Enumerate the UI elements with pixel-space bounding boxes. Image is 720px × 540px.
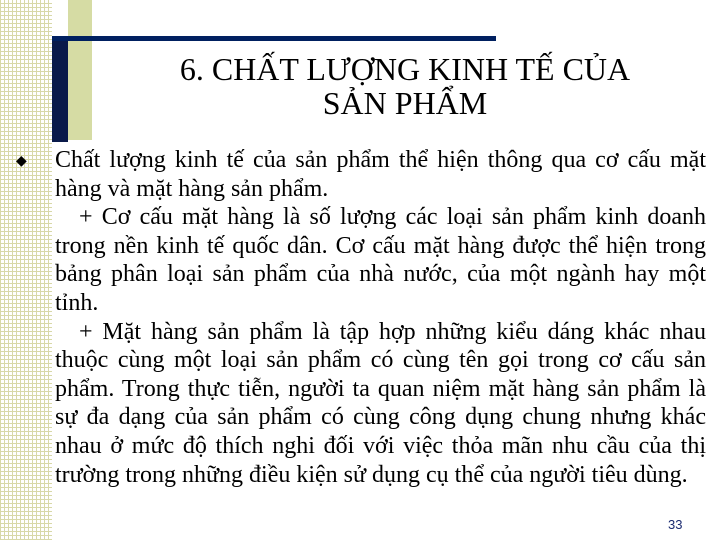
diamond-bullet-icon: ◆ xyxy=(16,154,27,169)
body-paragraph-structure: + Cơ cấu mặt hàng là số lượng các loại sản phẩm kinh doanh trong nền kinh tế quốc dân. Cơ cấu mặt hàng được thể hiện trong bảng phân loại sản phẩm của nhà nước, của một ngành hay một tỉnh. xyxy=(55,204,706,316)
body-paragraph-product-line: + Mặt hàng sản phẩm là tập hợp những kiểu dáng khác nhau thuộc cùng một loại sản phẩm có cùng tên gọi trong cơ cấu sản phẩm. Trong thực tiễn, người ta quan niệm mặt hàng sản phẩm là sự đa dạng của sản phẩm có cùng công dụng chung nhưng khác nhau ở mức độ thích nghi đối với việc thỏa mãn nhu cầu của thị trường trong những điều kiện sử dụng cụ thể của người tiêu dùng. xyxy=(55,318,706,488)
title-accent-band xyxy=(68,0,92,140)
body-paragraph-intro: Chất lượng kinh tế của sản phẩm thể hiện thông qua cơ cấu mặt hàng và mặt hàng sản phẩm. xyxy=(55,147,706,202)
slide-title-line-2: SẢN PHẨM xyxy=(322,85,488,121)
title-side-bar xyxy=(52,36,68,142)
slide-title xyxy=(100,52,710,120)
title-rule xyxy=(52,36,496,41)
decorative-grid-panel xyxy=(0,0,52,540)
slide-body xyxy=(55,146,706,489)
slide-title-line-1: 6. CHẤT LƯỢNG KINH TẾ CỦA xyxy=(179,51,631,87)
page-number: 33 xyxy=(668,517,683,532)
